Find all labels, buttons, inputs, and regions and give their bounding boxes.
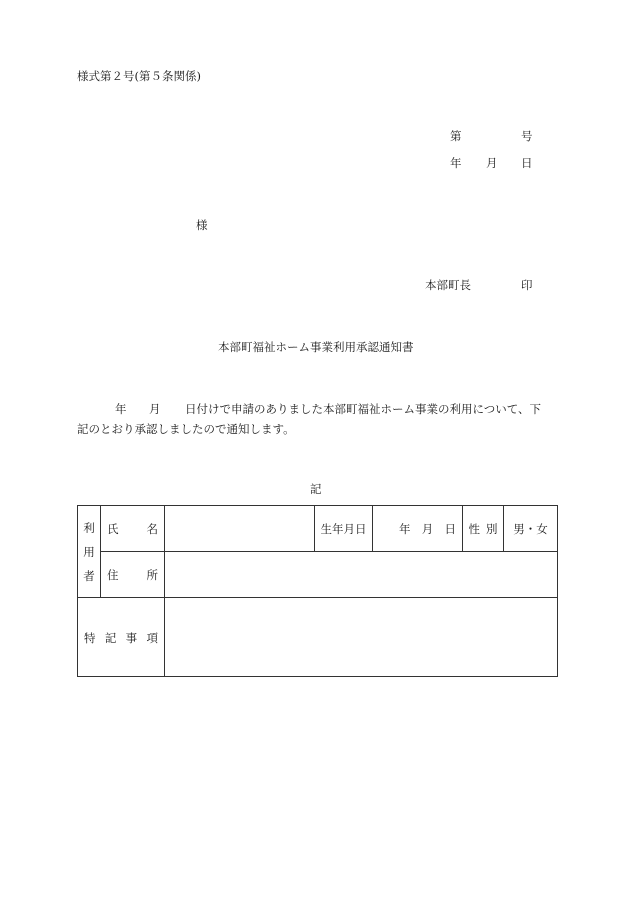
date-day: 日 xyxy=(521,156,533,170)
birthdate-year: 年 xyxy=(399,521,411,536)
birthdate-value-cell[interactable] xyxy=(373,506,463,552)
remarks-value-cell[interactable] xyxy=(165,598,558,677)
address-label-char-2: 所 xyxy=(146,567,158,582)
name-label-char-1: 氏 xyxy=(107,521,119,536)
approval-table xyxy=(77,505,558,677)
addressee-honorific: 様 xyxy=(196,218,208,232)
address-value-cell[interactable] xyxy=(165,552,558,598)
sex-value-cell[interactable]: 男・女 xyxy=(504,506,558,552)
form-number: 様式第２号(第５条関係) xyxy=(77,69,201,83)
body-year: 年 xyxy=(115,402,127,416)
body-month: 月 xyxy=(149,402,161,416)
remarks-label-char-1: 特 xyxy=(84,631,96,645)
user-char-1: 利 xyxy=(83,520,95,535)
body-line1: 日付けで申請のありました本部町福祉ホーム事業の利用について、下 xyxy=(185,402,542,416)
seal-mark: 印 xyxy=(521,278,533,292)
remarks-label-char-4: 項 xyxy=(146,631,158,645)
birthdate-month: 月 xyxy=(421,521,434,536)
user-char-3: 者 xyxy=(83,568,95,583)
user-char-2: 用 xyxy=(83,544,95,559)
ki-marker: 記 xyxy=(310,482,322,496)
birthdate-label-cell: 生年月日 xyxy=(315,506,373,552)
remarks-label-char-2: 記 xyxy=(104,631,117,645)
date-month: 月 xyxy=(486,156,498,170)
doc-number-prefix: 第 xyxy=(450,129,462,143)
issuer-title: 本部町長 xyxy=(425,278,471,292)
sex-label-char-2: 別 xyxy=(486,521,498,536)
user-label-cell xyxy=(78,506,101,598)
body-line2: 記のとおり承認しましたので通知します。 xyxy=(77,422,295,436)
sex-label-cell xyxy=(463,506,504,552)
name-label-char-2: 名 xyxy=(146,521,158,536)
address-label-char-1: 住 xyxy=(107,567,119,582)
date-year: 年 xyxy=(450,156,462,170)
name-label-cell xyxy=(101,506,165,552)
sex-label-char-1: 性 xyxy=(468,521,480,536)
document-title: 本部町福祉ホーム事業利用承認通知書 xyxy=(218,340,414,354)
name-value-cell[interactable] xyxy=(165,506,315,552)
address-label-cell xyxy=(101,552,165,598)
remarks-label-cell xyxy=(78,598,165,677)
remarks-label-char-3: 事 xyxy=(125,631,138,645)
doc-number-suffix: 号 xyxy=(521,129,533,143)
birthdate-day: 日 xyxy=(444,521,456,536)
